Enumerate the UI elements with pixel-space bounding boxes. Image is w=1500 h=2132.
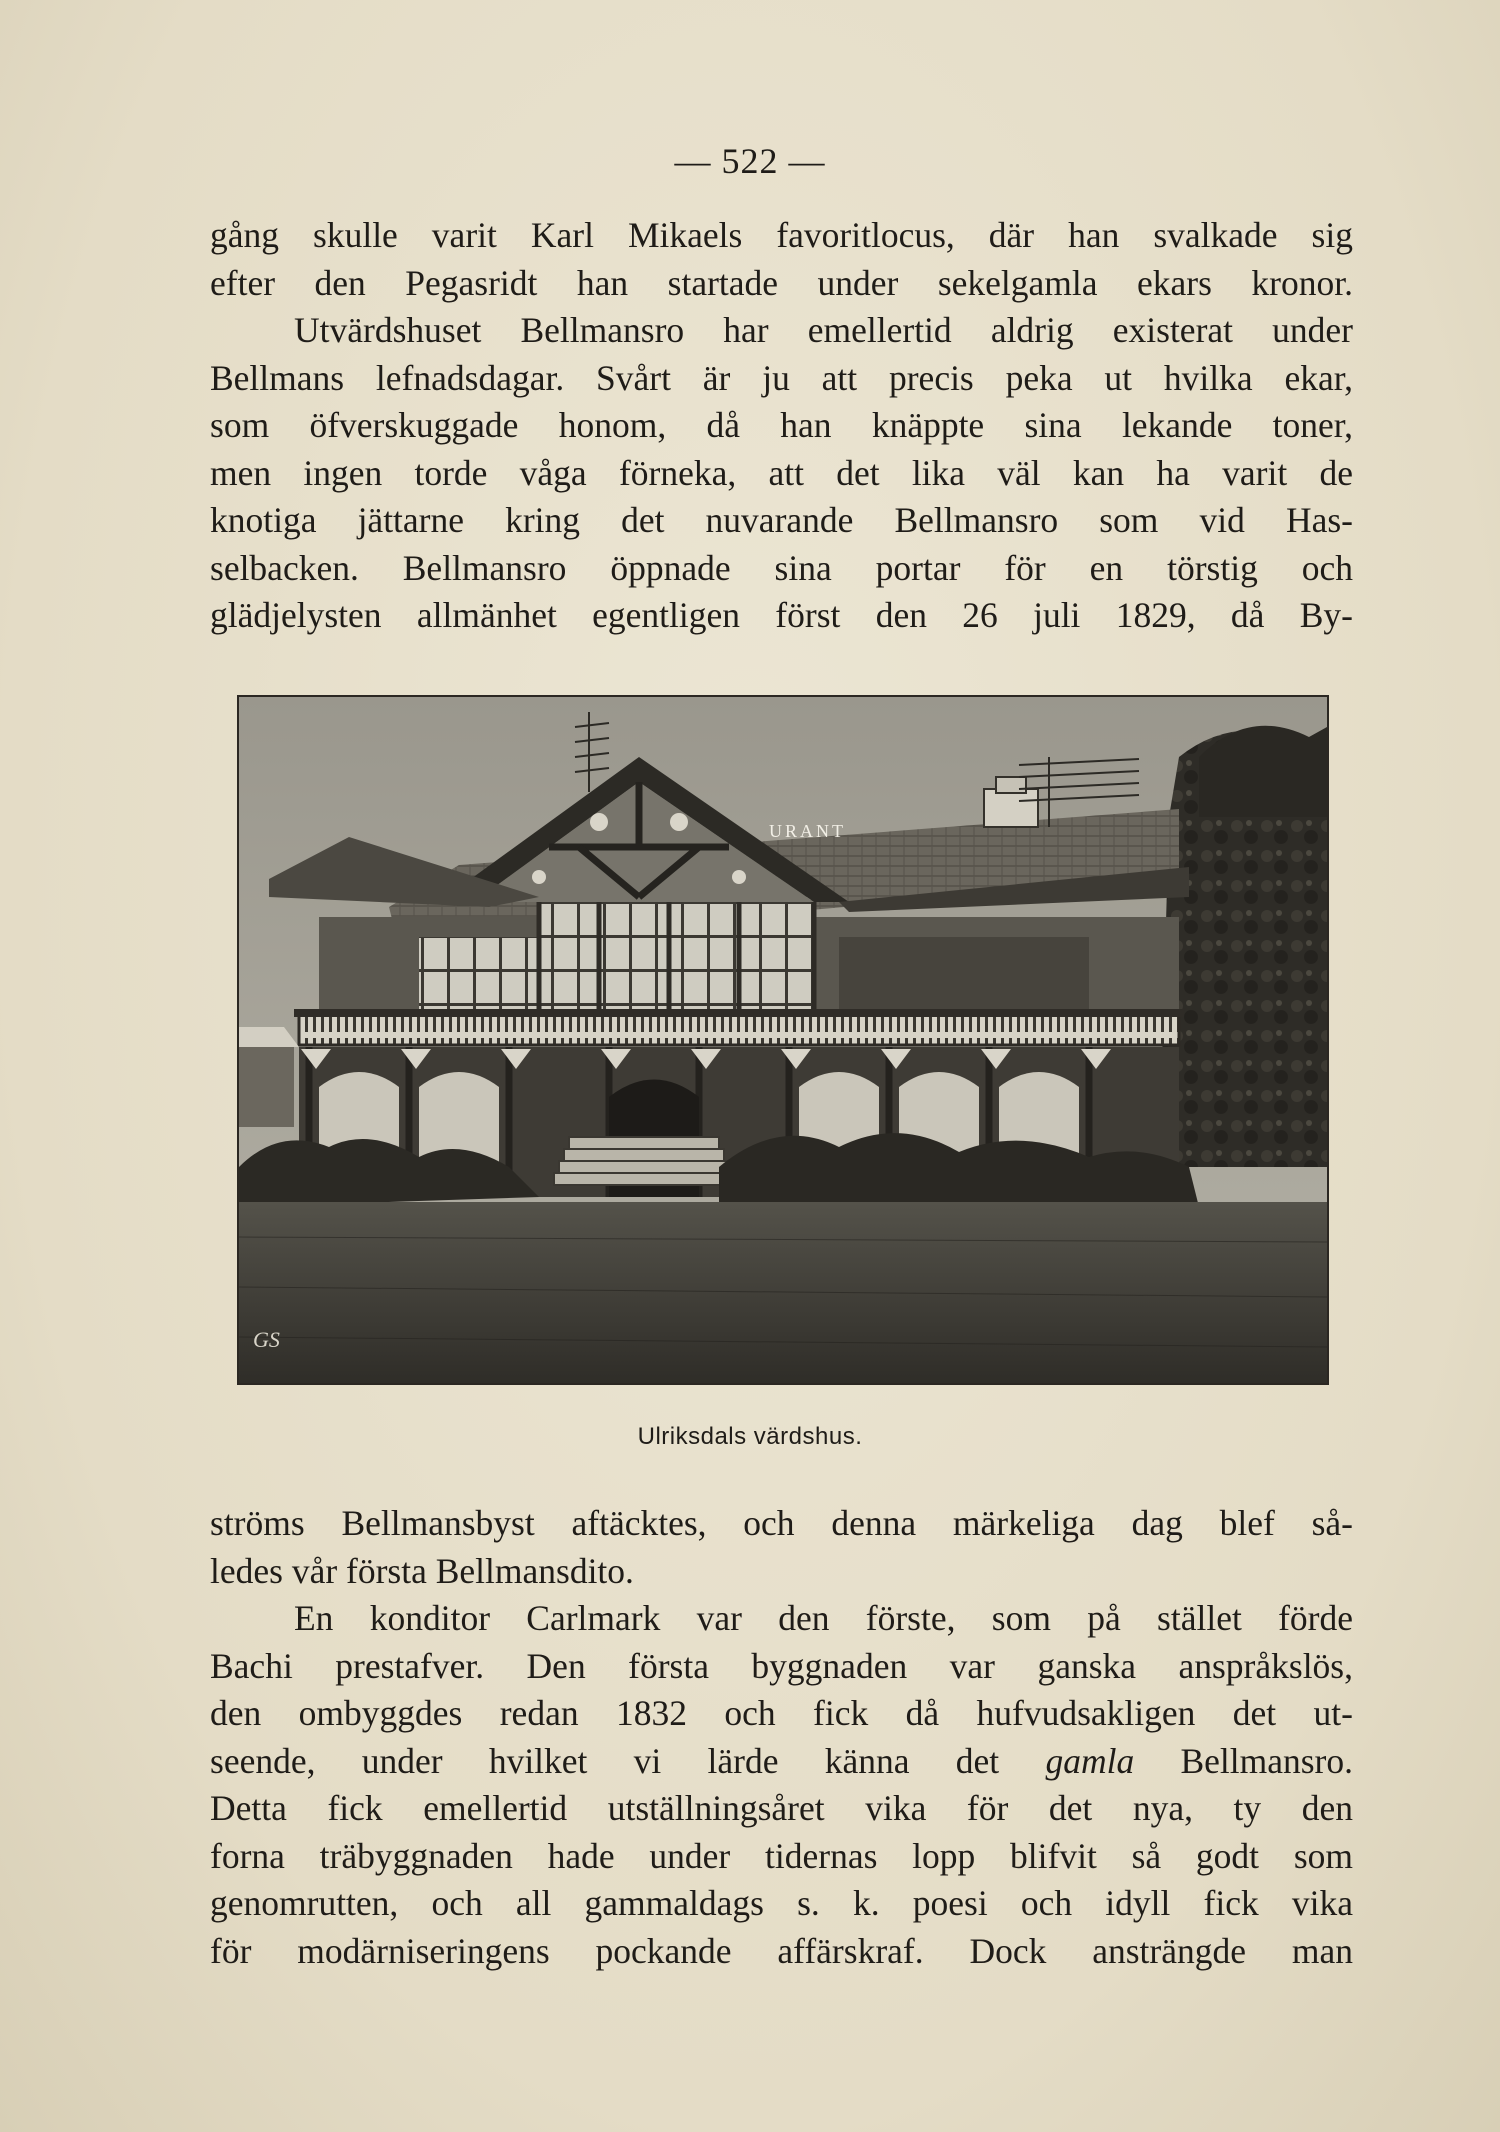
photographer-monogram: GS xyxy=(253,1327,280,1352)
glass-gallery-right xyxy=(839,937,1089,1015)
text-line: genomrutten, och all gammaldags s. k. poesi och idyll fick vika xyxy=(210,1883,1353,1923)
text-line: knotiga jättarne kring det nuvarande Bellmansro som vid Has- xyxy=(210,500,1353,540)
paragraph-top xyxy=(210,212,1353,640)
text-line: ledes vår första Bellmansdito. xyxy=(210,1550,634,1591)
photograph-ulriksdals-vardshus xyxy=(237,695,1329,1385)
figure-caption: Ulriksdals värdshus. xyxy=(637,1423,863,1450)
text-line: forna träbyggnaden hade under tidernas lopp blifvit så godt som xyxy=(210,1835,1353,1876)
glass-gallery-center xyxy=(539,897,814,1017)
page-number: — 522 — xyxy=(674,141,826,181)
text-line: som öfverskuggade honom, då han knäppte sina lekande toner, xyxy=(210,405,1353,445)
text-line: En konditor Carlmark var den förste, som på stället förde xyxy=(294,1598,1353,1638)
text-line: för modärniseringens pockande affärskraf. Dock ansträngde man xyxy=(210,1930,1353,1971)
text-line: Utvärdshuset Bellmansro har emellertid aldrig existerat under xyxy=(294,310,1353,350)
text-line: ströms Bellmansbyst aftäcktes, och denna märkeliga dag blef så- xyxy=(210,1503,1353,1543)
text-line: Detta fick emellertid utställningsåret vika för det nya, ty den xyxy=(210,1788,1353,1828)
text-line: men ingen torde våga förneka, att det lika väl kan ha varit de xyxy=(210,452,1353,493)
text-line: efter den Pegasridt han startade under sekelgamla ekars kronor. xyxy=(210,262,1353,303)
text-line: Bachi prestafver. Den första byggnaden var ganska anspråkslös, xyxy=(210,1645,1353,1686)
text-line: selbacken. Bellmansro öppnade sina portar för en törstig och xyxy=(210,547,1353,588)
chimney xyxy=(984,789,1038,827)
text-run: seende, under hvilket vi lärde känna det xyxy=(210,1740,1046,1781)
roof-sign: URANT xyxy=(769,821,846,841)
text-line: den ombyggdes redan 1832 och fick då hufvudsakligen det ut- xyxy=(210,1693,1353,1733)
text-run: Bellmansro. xyxy=(1134,1740,1353,1781)
paragraph-bottom xyxy=(210,1500,1353,1975)
italic-word: gamla xyxy=(1045,1740,1135,1781)
text-line: gång skulle varit Karl Mikaels favoritlocus, där han svalkade sig xyxy=(210,215,1353,255)
balcony-railing xyxy=(299,1015,1179,1045)
text-line-with-italic xyxy=(210,1738,1353,1786)
text-line: Bellmans lefnadsdagar. Svårt är ju att precis peka ut hvilka ekar, xyxy=(210,357,1353,398)
entrance-steps xyxy=(554,1137,734,1185)
text-line: glädjelysten allmänhet egentligen först den 26 juli 1829, då By- xyxy=(210,595,1353,635)
